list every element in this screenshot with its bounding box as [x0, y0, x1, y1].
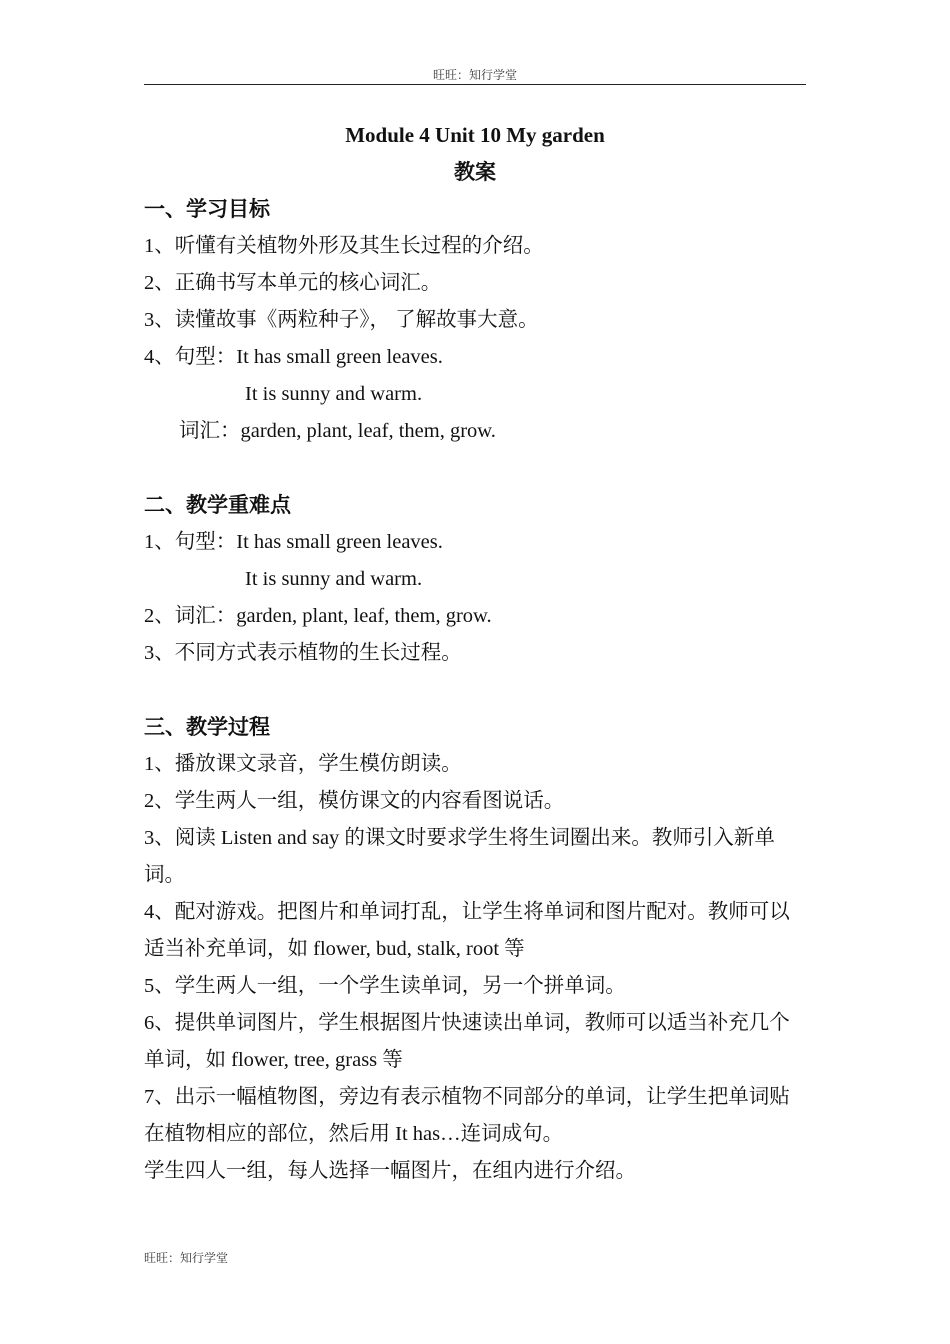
procedure-step: 2、学生两人一组，模仿课文的内容看图说话。: [144, 790, 565, 812]
section-heading-objectives: 一、学习目标: [144, 197, 270, 221]
procedure-step: 6、提供单词图片，学生根据图片快速读出单词，教师可以适当补充几个单词，如 flower, tree, grass 等: [144, 1012, 790, 1071]
key-point-item: 3、不同方式表示植物的生长过程。: [144, 642, 462, 664]
objective-item: 1、听懂有关植物外形及其生长过程的介绍。: [144, 235, 544, 257]
blank-line: [144, 450, 806, 487]
blank-line: [144, 672, 806, 709]
page-header: 旺旺：知行学堂: [432, 68, 517, 82]
key-point-item-continuation: It is sunny and warm.: [245, 568, 423, 590]
objective-item: 4、句型：It has small green leaves.: [144, 346, 443, 368]
procedure-step: 3、阅读 Listen and say 的课文时要求学生将生词圈出来。教师引入新单词。: [144, 827, 775, 886]
header-rule: [144, 84, 806, 85]
objective-item: 2、正确书写本单元的核心词汇。: [144, 272, 442, 294]
key-point-item: 2、词汇：garden, plant, leaf, them, grow.: [144, 605, 492, 627]
procedure-step: 学生四人一组，每人选择一幅图片，在组内进行介绍。: [144, 1160, 636, 1182]
page-footer: 旺旺：知行学堂: [144, 1251, 229, 1265]
procedure-step: 1、播放课文录音，学生模仿朗读。: [144, 753, 462, 775]
objective-vocabulary: 词汇：garden, plant, leaf, them, grow.: [179, 420, 496, 442]
section-heading-key-points: 二、教学重难点: [144, 493, 291, 517]
document-title: Module 4 Unit 10 My garden: [345, 123, 605, 147]
section-heading-procedure: 三、教学过程: [144, 715, 270, 739]
objective-item-continuation: It is sunny and warm.: [245, 383, 423, 405]
procedure-step: 4、配对游戏。把图片和单词打乱，让学生将单词和图片配对。教师可以适当补充单词，如 flower, bud, stalk, root 等: [144, 901, 790, 960]
procedure-step: 7、出示一幅植物图，旁边有表示植物不同部分的单词，让学生把单词贴在植物相应的部位，然后用 It has…连词成句。: [144, 1086, 790, 1145]
objective-item: 3、读懂故事《两粒种子》， 了解故事大意。: [144, 309, 539, 331]
procedure-step: 5、学生两人一组，一个学生读单词，另一个拼单词。: [144, 975, 626, 997]
document-subtitle: 教案: [454, 160, 496, 184]
document-body: [144, 117, 806, 1190]
key-point-item: 1、句型：It has small green leaves.: [144, 531, 443, 553]
